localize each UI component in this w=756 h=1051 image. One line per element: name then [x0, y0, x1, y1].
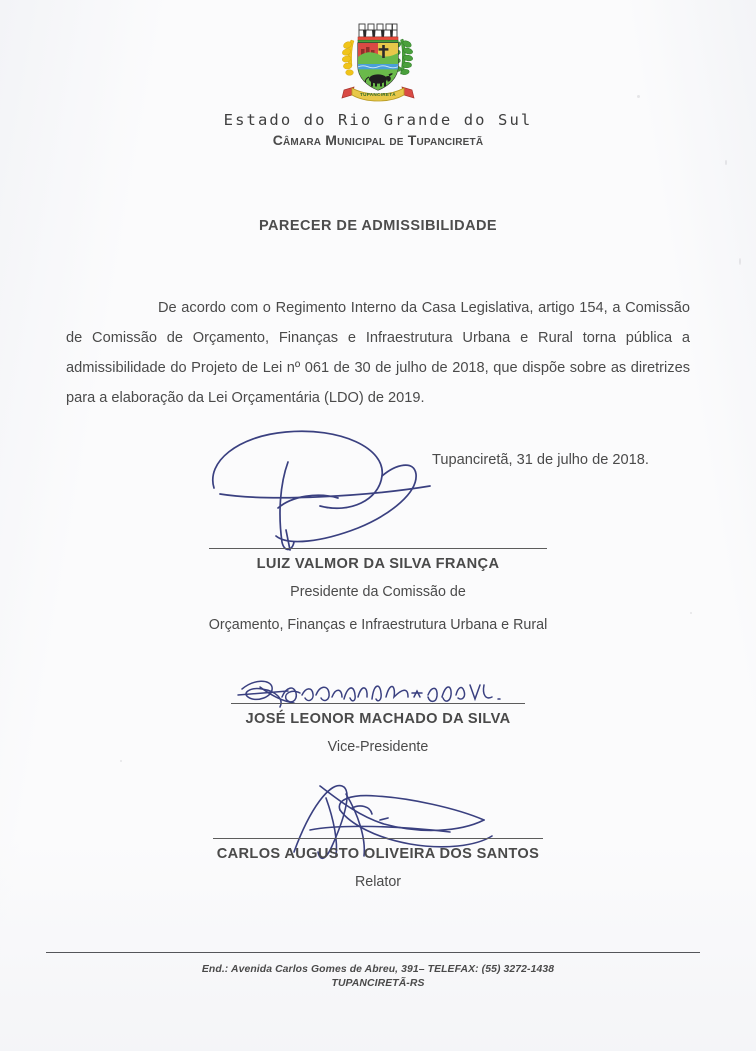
signatory-name: CARLOS AUGUSTO OLIVEIRA DOS SANTOS — [216, 846, 540, 862]
state-name: Estado do Rio Grande do Sul — [223, 111, 533, 129]
shield-icon — [358, 43, 398, 91]
crown-icon — [358, 24, 398, 43]
signatory-role-line-1: Vice-Presidente — [327, 739, 429, 755]
scan-speck — [725, 160, 727, 165]
scan-speck — [637, 95, 640, 98]
chamber-name: Câmara Municipal de Tupanciretã — [272, 132, 484, 148]
signature-block-vice-president — [0, 703, 756, 760]
footer-line-2: TUPANCIRETÃ-RS — [331, 978, 425, 989]
signature-mark-1 — [200, 410, 520, 560]
scan-speck — [120, 760, 122, 762]
footer-address — [0, 963, 756, 991]
date-line: Tupanciretã, 31 de julho de 2018. — [432, 452, 649, 468]
signatory-role-line-1: Relator — [354, 874, 402, 890]
body-paragraph — [66, 293, 690, 413]
signature-rule — [213, 838, 543, 839]
footer-divider — [46, 952, 700, 953]
signature-block-rapporteur — [0, 838, 756, 895]
signature-rule — [231, 703, 525, 704]
signatory-role-line-2: Orçamento, Finanças e Infraestrutura Urbana e Rural — [208, 617, 548, 633]
signature-rule — [209, 548, 547, 549]
paragraph-text: De acordo com o Regimento Interno da Casa Legislativa, artigo 154, a Comissão de Comissão de Orçamento, Finanças e Infraestrutura Urbana e Rural torna pública a admissibilidade do Projeto de Lei nº 061 de 30 de julho de 2018, que dispõe sobre as diretrizes para a elaboração da Lei Orçamentária (LDO) de 2019. — [66, 300, 690, 406]
footer-line-1: End.: Avenida Carlos Gomes de Abreu, 391– TELEFAX: (55) 3272-1438 — [201, 964, 555, 975]
document-title: PARECER DE ADMISSIBILIDADE — [258, 218, 498, 234]
crest-container — [0, 16, 756, 111]
signature-block-president — [0, 548, 756, 638]
signatory-name: LUIZ VALMOR DA SILVA FRANÇA — [256, 556, 500, 572]
scan-speck — [690, 612, 692, 614]
coat-of-arms-icon — [328, 16, 428, 111]
signatory-role-line-1: Presidente da Comissão de — [290, 584, 466, 600]
svg-text:TUPANCIRETÃ: TUPANCIRETÃ — [360, 92, 396, 98]
scan-speck — [739, 258, 741, 265]
signatory-name: JOSÉ LEONOR MACHADO DA SILVA — [245, 711, 511, 727]
